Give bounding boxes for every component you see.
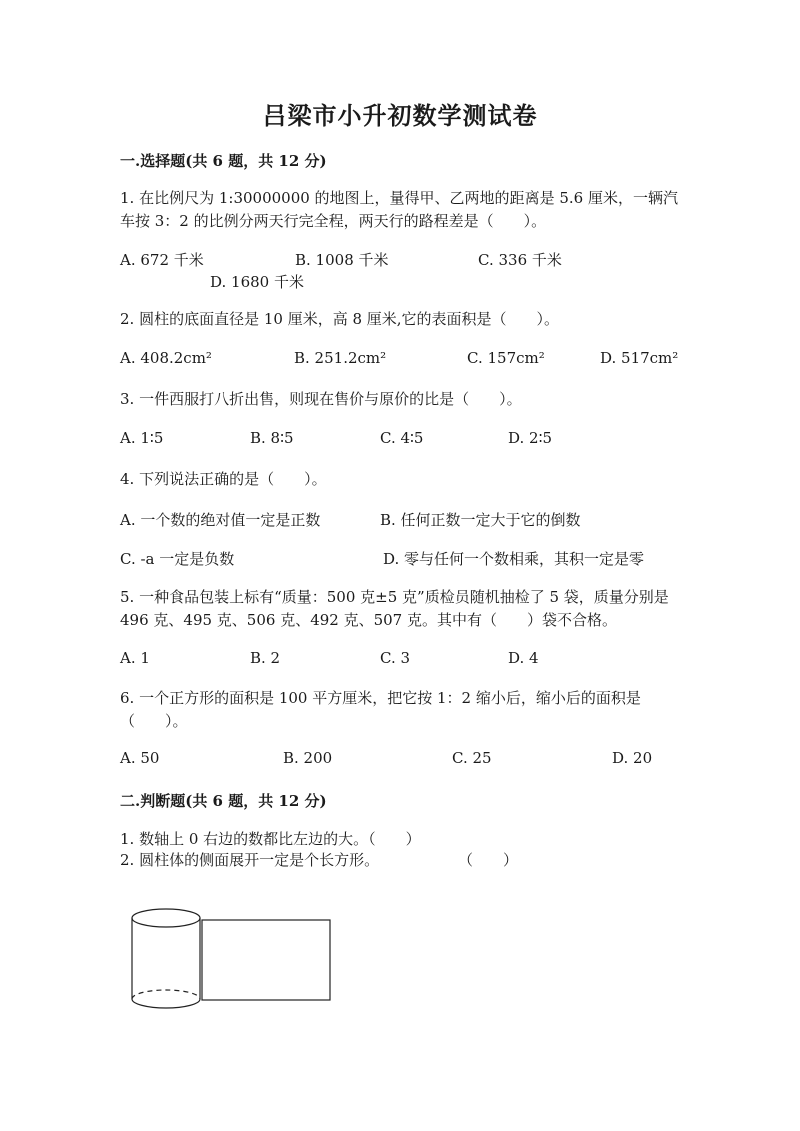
cylinder-figure <box>128 905 338 1015</box>
judgement-question-1: 1. 数轴上 0 右边的数都比左边的大。（ ） <box>120 830 421 848</box>
section-heading-judgement: 二.判断题(共 6 题，共 12 分) <box>120 792 327 810</box>
option-a: A. 1 <box>120 649 150 667</box>
option-b: B. 1008 千米 <box>295 251 389 269</box>
question-3: 3. 一件西服打八折出售，则现在售价与原价的比是（ ）。 <box>120 390 522 408</box>
unrolled-rectangle <box>202 920 330 1000</box>
option-b: B. 8∶5 <box>250 429 294 447</box>
option-c: C. 336 千米 <box>478 251 562 269</box>
option-c: C. 25 <box>452 749 492 767</box>
option-d: D. 517cm² <box>600 349 679 367</box>
option-a: A. 1∶5 <box>120 429 164 447</box>
question-1: 1. 在比例尺为 1:30000000 的地图上，量得甲、乙两地的距离是 5.6 厘米，一辆汽车按 3：2 的比例分两天行完全程，两天行的路程差是（ ）。 <box>120 189 678 230</box>
option-c: C. 3 <box>380 649 411 667</box>
option-a: A. 一个数的绝对值一定是正数 <box>120 511 321 529</box>
option-d: D. 1680 千米 <box>210 273 304 291</box>
section-heading-choice: 一.选择题(共 6 题，共 12 分) <box>120 152 327 170</box>
question-6: 6. 一个正方形的面积是 100 平方厘米，把它按 1：2 缩小后，缩小后的面积是（ ）。 <box>120 689 641 730</box>
option-c: C. 157cm² <box>467 349 545 367</box>
judgement-question-2: 2. 圆柱体的侧面展开一定是个长方形。 <box>120 851 380 869</box>
option-b: B. 251.2cm² <box>294 349 387 367</box>
option-a: A. 408.2cm² <box>120 349 212 367</box>
answer-blank: （ ） <box>458 851 519 869</box>
question-4: 4. 下列说法正确的是（ ）。 <box>120 470 327 488</box>
option-d: D. 2∶5 <box>508 429 553 447</box>
option-c: C. 4∶5 <box>380 429 424 447</box>
option-d: D. 零与任何一个数相乘，其积一定是零 <box>383 550 645 568</box>
question-2: 2. 圆柱的底面直径是 10 厘米，高 8 厘米,它的表面积是（ ）。 <box>120 310 560 328</box>
cylinder-icon <box>132 909 200 1008</box>
page-title: 吕梁市小升初数学测试卷 <box>262 101 538 130</box>
option-c: C. -a 一定是负数 <box>120 550 235 568</box>
question-5: 5. 一种食品包装上标有“质量：500 克±5 克”质检员随机抽检了 5 袋，质量分别是 496 克、495 克、506 克、492 克、507 克。其中有（ ）袋不合格。 <box>120 588 669 629</box>
option-b: B. 2 <box>250 649 281 667</box>
option-a: A. 672 千米 <box>120 251 204 269</box>
option-d: D. 4 <box>508 649 539 667</box>
option-b: B. 任何正数一定大于它的倒数 <box>380 511 581 529</box>
option-a: A. 50 <box>120 749 160 767</box>
option-d: D. 20 <box>612 749 653 767</box>
option-b: B. 200 <box>283 749 333 767</box>
